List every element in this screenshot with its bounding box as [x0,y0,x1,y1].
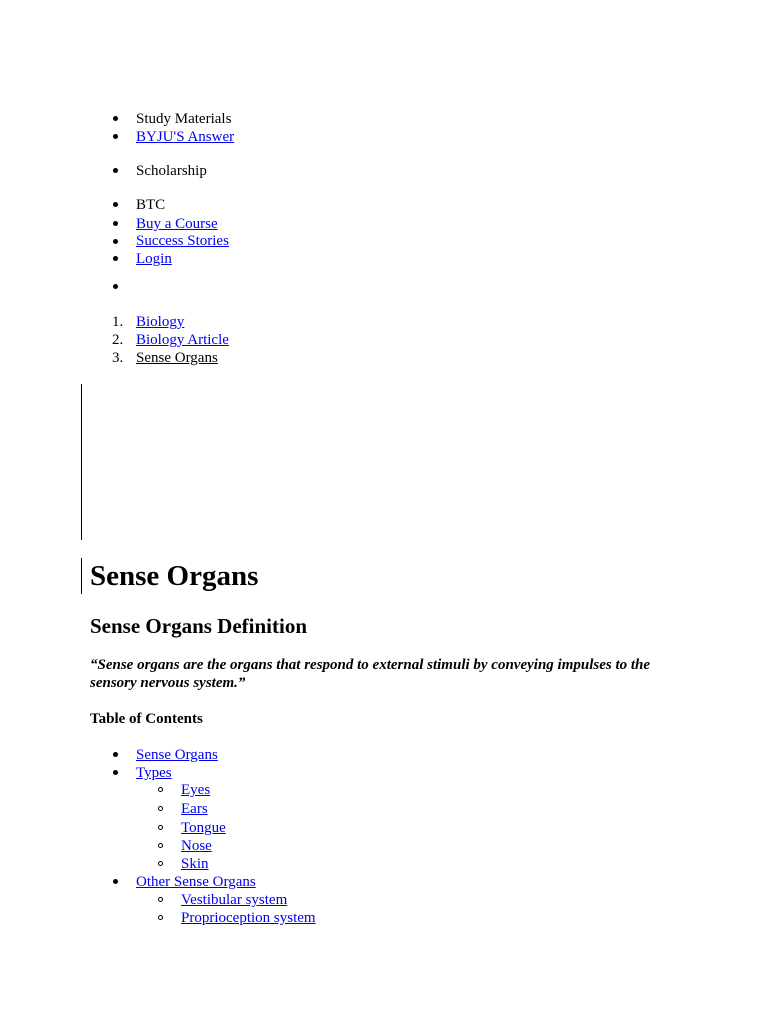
bullet-icon [113,134,118,139]
breadcrumb-link-biology[interactable]: Biology [136,314,185,330]
toc-link-tongue[interactable]: Tongue [181,820,226,836]
nav-label-scholarship: Scholarship [136,163,207,179]
nav-link-success-stories[interactable]: Success Stories [136,233,229,249]
title-left-border [81,558,82,594]
toc-link-ears[interactable]: Ears [181,801,208,817]
toc-link-sense-organs[interactable]: Sense Organs [136,747,218,763]
circle-bullet-icon [158,861,163,866]
toc-title: Table of Contents [90,711,203,727]
nav-link-byjus-answer[interactable]: BYJU'S Answer [136,129,235,145]
nav-label-study-materials: Study Materials [136,111,232,127]
definition-quote: “Sense organs are the organs that respond to external stimuli by conveying impulses to the sensory nervous system.” [90,657,651,691]
bullet-icon [113,879,118,884]
toc-link-proprioception-system[interactable]: Proprioception system [181,910,316,926]
circle-bullet-icon [158,843,163,848]
nav-link-login[interactable]: Login [136,251,172,267]
bullet-icon [113,239,118,244]
breadcrumb-link-biology-article[interactable]: Biology Article [136,332,229,348]
circle-bullet-icon [158,897,163,902]
breadcrumb-number: 3. [112,350,124,366]
circle-bullet-icon [158,915,163,920]
toc-link-other-sense-organs[interactable]: Other Sense Organs [136,874,256,890]
toc-link-vestibular-system[interactable]: Vestibular system [181,892,288,908]
page-title: Sense Organs [90,560,259,592]
circle-bullet-icon [158,787,163,792]
toc-link-nose[interactable]: Nose [181,838,212,854]
bullet-icon [113,116,118,121]
bullet-icon [113,770,118,775]
section-heading-definition: Sense Organs Definition [90,614,308,638]
breadcrumb-link-sense-organs[interactable]: Sense Organs [136,350,218,366]
breadcrumb-number: 1. [112,314,124,330]
bullet-icon [113,221,118,226]
vertical-divider [81,384,82,540]
toc-link-skin[interactable]: Skin [181,856,209,872]
bullet-icon [113,284,118,289]
toc-link-eyes[interactable]: Eyes [181,782,211,798]
circle-bullet-icon [158,806,163,811]
bullet-icon [113,752,118,757]
nav-link-buy-course[interactable]: Buy a Course [136,216,218,232]
toc-link-types[interactable]: Types [136,765,172,781]
breadcrumb-number: 2. [112,332,124,348]
circle-bullet-icon [158,825,163,830]
bullet-icon [113,168,118,173]
nav-label-btc: BTC [136,197,166,213]
bullet-icon [113,256,118,261]
bullet-icon [113,202,118,207]
